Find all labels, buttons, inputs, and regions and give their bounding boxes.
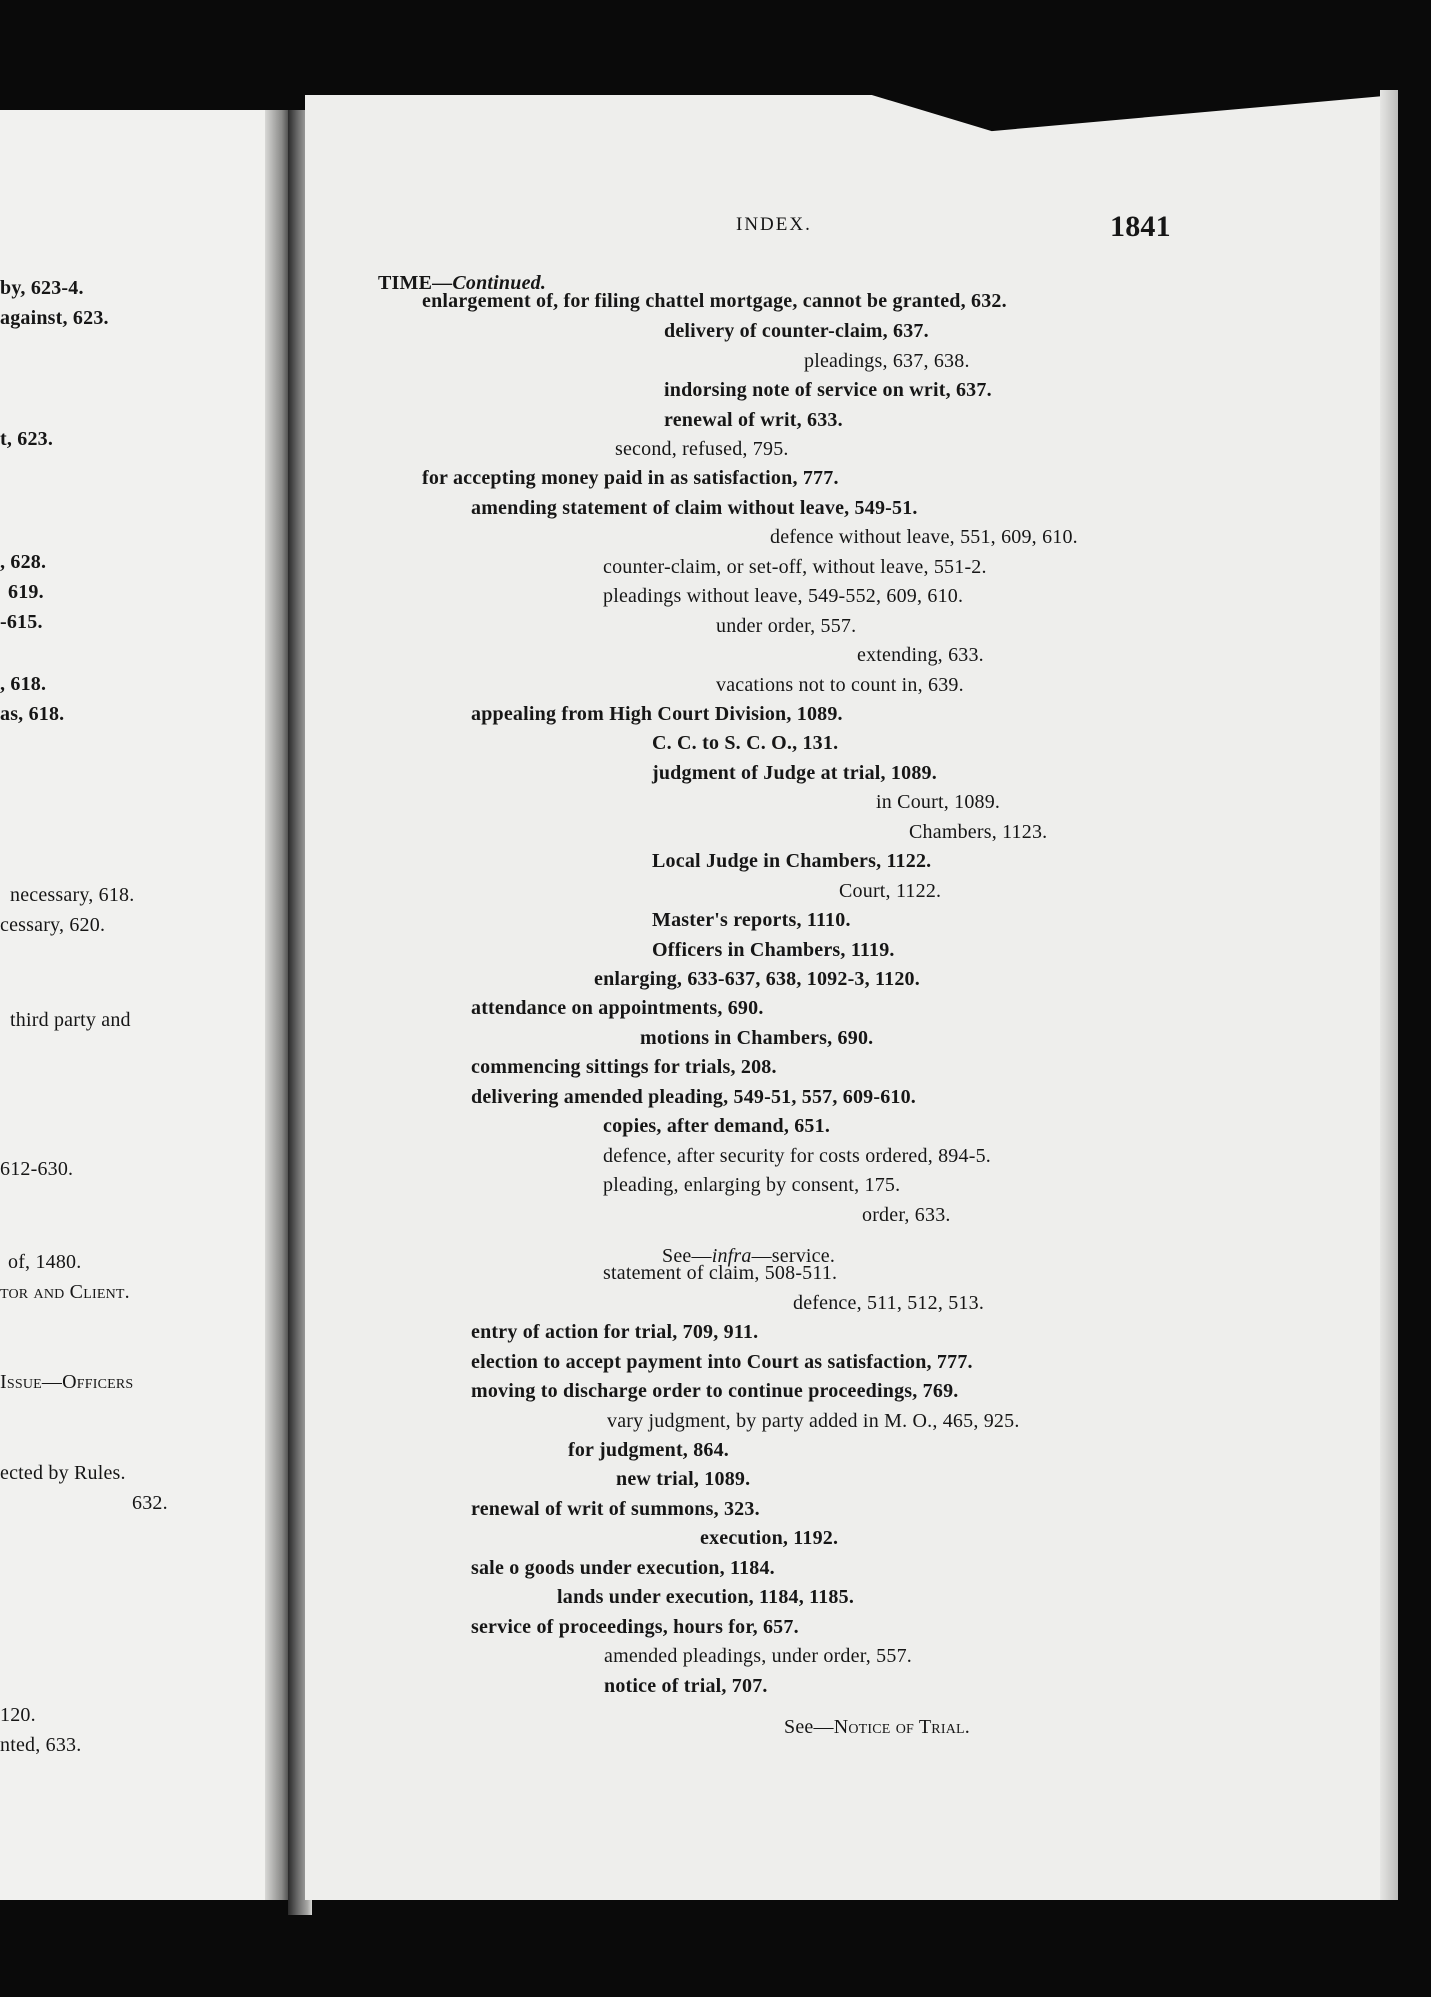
- left-page-line: 612-630.: [0, 1158, 74, 1180]
- index-entry: vacations not to count in, 639.: [716, 674, 964, 696]
- see-infra-rest: —service.: [751, 1245, 836, 1267]
- heading-prefix: TIME—: [378, 272, 453, 294]
- index-entry: for accepting money paid in as satisfaction, 777.: [422, 467, 839, 489]
- left-page-line: , 628.: [0, 551, 47, 573]
- index-entry: order, 633.: [862, 1204, 951, 1226]
- left-page-line: against, 623.: [0, 307, 109, 329]
- index-entry: appealing from High Court Division, 1089.: [471, 703, 843, 725]
- notice-of-trial-ref: Notice of Trial.: [833, 1716, 970, 1738]
- index-entry: defence, 511, 512, 513.: [793, 1292, 985, 1314]
- page-number: 1841: [1110, 210, 1171, 243]
- left-page-line: t, 623.: [0, 428, 54, 450]
- index-entry: counter-claim, or set-off, without leave, 551-2.: [603, 556, 987, 578]
- running-title: INDEX.: [736, 214, 812, 235]
- index-entry: in Court, 1089.: [876, 791, 1001, 813]
- left-page-line: third party and: [10, 1009, 131, 1031]
- index-entry: Chambers, 1123.: [909, 821, 1048, 843]
- left-page-line: 619.: [8, 581, 44, 603]
- see-infra-word: infra: [711, 1245, 752, 1267]
- index-entry: election to accept payment into Court as satisfaction, 777.: [471, 1351, 973, 1373]
- left-page: [0, 110, 285, 1900]
- index-entry: judgment of Judge at trial, 1089.: [652, 762, 937, 784]
- index-entry: statement of claim, 508-511.: [603, 1262, 838, 1284]
- index-entry: attendance on appointments, 690.: [471, 997, 764, 1019]
- left-page-line: tor and Client.: [0, 1281, 130, 1303]
- left-page-line: ected by Rules.: [0, 1462, 126, 1484]
- index-entry: pleading, enlarging by consent, 175.: [603, 1174, 901, 1196]
- index-entry: enlarging, 633-637, 638, 1092-3, 1120.: [594, 968, 920, 990]
- index-entry: renewal of writ of summons, 323.: [471, 1498, 760, 1520]
- page-edge: [1380, 90, 1398, 1900]
- left-page-line: nted, 633.: [0, 1734, 82, 1756]
- see-notice-reference: [784, 1716, 970, 1739]
- index-entry: motions in Chambers, 690.: [640, 1027, 874, 1049]
- index-entry: enlargement of, for filing chattel mortgage, cannot be granted, 632.: [422, 290, 1007, 312]
- index-entry: moving to discharge order to continue proceedings, 769.: [471, 1380, 959, 1402]
- index-entry: Court, 1122.: [839, 880, 942, 902]
- index-entry: renewal of writ, 633.: [664, 409, 843, 431]
- index-entry: C. C. to S. C. O., 131.: [652, 732, 839, 754]
- index-entry: entry of action for trial, 709, 911.: [471, 1321, 759, 1343]
- index-entry: indorsing note of service on writ, 637.: [664, 379, 992, 401]
- index-entry: defence, after security for costs ordered, 894-5.: [603, 1145, 991, 1167]
- index-entry: extending, 633.: [857, 644, 984, 666]
- index-entry: under order, 557.: [716, 615, 857, 637]
- see-label: See—: [662, 1245, 712, 1267]
- left-page-line: Issue—Officers: [0, 1371, 134, 1393]
- index-entry: pleadings without leave, 549-552, 609, 610.: [603, 585, 964, 607]
- index-entry: new trial, 1089.: [616, 1468, 751, 1490]
- left-page-line: of, 1480.: [8, 1251, 82, 1273]
- left-page-line: , 618.: [0, 673, 47, 695]
- index-entry: pleadings, 637, 638.: [804, 350, 970, 372]
- index-entry: delivery of counter-claim, 637.: [664, 320, 929, 342]
- index-entry: Local Judge in Chambers, 1122.: [652, 850, 932, 872]
- index-entry: delivering amended pleading, 549-51, 557, 609-610.: [471, 1086, 917, 1108]
- left-page-line: 120.: [0, 1704, 36, 1726]
- index-entry: second, refused, 795.: [615, 438, 789, 460]
- index-entry: execution, 1192.: [700, 1527, 839, 1549]
- index-entry: copies, after demand, 651.: [603, 1115, 831, 1137]
- see-infra-reference: [662, 1245, 835, 1268]
- index-entry: amending statement of claim without leave, 549-51.: [471, 497, 918, 519]
- left-page-line: necessary, 618.: [10, 884, 135, 906]
- left-page-line: -615.: [0, 611, 43, 633]
- see-label: See—: [784, 1716, 834, 1738]
- index-entry: sale o goods under execution, 1184.: [471, 1557, 775, 1579]
- index-entry: Officers in Chambers, 1119.: [652, 939, 895, 961]
- index-entry: notice of trial, 707.: [604, 1675, 768, 1697]
- index-entry: commencing sittings for trials, 208.: [471, 1056, 777, 1078]
- index-entry: lands under execution, 1184, 1185.: [557, 1586, 855, 1608]
- index-entry: defence without leave, 551, 609, 610.: [770, 526, 1078, 548]
- index-entry: Master's reports, 1110.: [652, 909, 851, 931]
- heading-continued: Continued.: [452, 272, 547, 294]
- index-entry: service of proceedings, hours for, 657.: [471, 1616, 799, 1638]
- left-page-line: as, 618.: [0, 703, 65, 725]
- index-entry: for judgment, 864.: [568, 1439, 730, 1461]
- left-page-line: 632.: [132, 1492, 168, 1514]
- left-page-line: by, 623-4.: [0, 277, 84, 299]
- index-entry: amended pleadings, under order, 557.: [604, 1645, 912, 1667]
- index-entry: vary judgment, by party added in M. O., 465, 925.: [607, 1410, 1020, 1432]
- left-page-line: cessary, 620.: [0, 914, 106, 936]
